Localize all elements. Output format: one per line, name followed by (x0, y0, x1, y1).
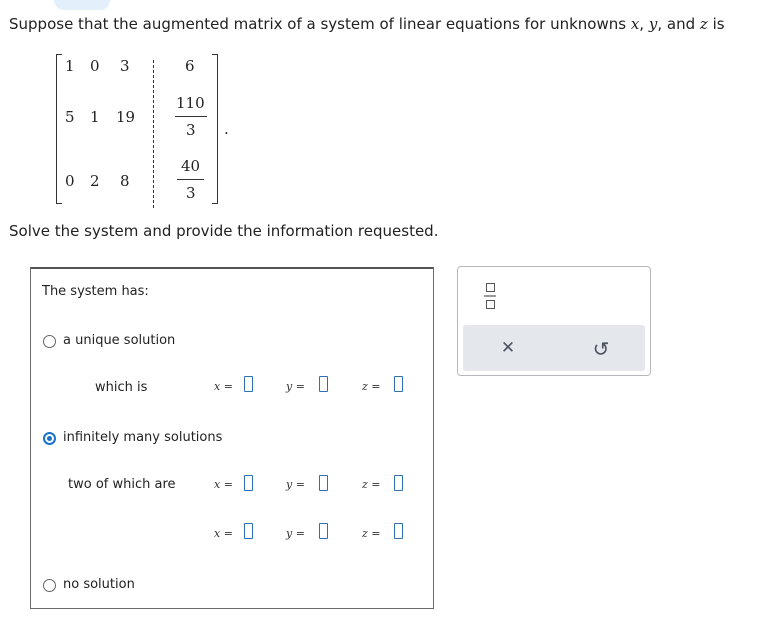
option-unique-label[interactable]: a unique solution (63, 333, 176, 348)
var-y: y (648, 15, 658, 33)
undo-icon[interactable]: ↺ (592, 337, 610, 361)
label-y: y = (286, 380, 305, 393)
solution2-x-input[interactable] (244, 523, 253, 539)
matrix-cell: 0 (90, 57, 100, 75)
label-x: x = (214, 478, 233, 491)
label-z: z = (362, 380, 381, 393)
var-x: x (630, 15, 640, 33)
solution2-y-input[interactable] (319, 523, 328, 539)
fraction-icon[interactable] (483, 280, 497, 312)
question-text (9, 15, 725, 33)
infinite-prompt: two of which are (68, 477, 176, 492)
solution1-z-input[interactable] (394, 475, 403, 491)
matrix-cell: 2 (90, 172, 100, 190)
solution1-y-input[interactable] (319, 475, 328, 491)
comma: , (639, 15, 645, 33)
solution1-x-input[interactable] (244, 475, 253, 491)
matrix-rhs-numerator: 40 (181, 157, 201, 175)
option-none-label[interactable]: no solution (63, 577, 135, 592)
matrix-period: . (224, 120, 229, 138)
question-suffix: is (712, 15, 725, 33)
answer-header: The system has: (42, 284, 149, 299)
label-z: z = (362, 527, 381, 540)
matrix-rhs-numerator: 110 (176, 94, 205, 112)
matrix-cell: 0 (65, 172, 75, 190)
unique-prompt: which is (95, 380, 148, 395)
matrix-cell: 1 (65, 57, 75, 75)
close-icon[interactable]: ✕ (500, 338, 516, 358)
unique-z-input[interactable] (394, 376, 403, 392)
fraction-bar (177, 179, 204, 180)
matrix-cell: 1 (90, 108, 100, 126)
radio-no-solution[interactable] (43, 579, 56, 592)
question-prefix: Suppose that the augmented matrix of a system of linear equations for unknowns (9, 15, 627, 33)
label-y: y = (286, 478, 305, 491)
label-x: x = (214, 527, 233, 540)
matrix-cell: 3 (120, 57, 130, 75)
unique-y-input[interactable] (319, 376, 328, 392)
label-z: z = (362, 478, 381, 491)
label-y: y = (286, 527, 305, 540)
var-z: z (699, 15, 708, 33)
matrix-rhs: 6 (185, 57, 195, 75)
matrix-cell: 19 (116, 108, 136, 126)
instruction-text: Solve the system and provide the information requested. (9, 222, 439, 240)
matrix-rhs-denominator: 3 (186, 184, 196, 202)
unique-x-input[interactable] (244, 376, 253, 392)
matrix-cell: 8 (120, 172, 130, 190)
option-infinite-label[interactable]: infinitely many solutions (63, 430, 223, 445)
top-tab-hint (54, 0, 110, 10)
solution2-z-input[interactable] (394, 523, 403, 539)
radio-infinite-solutions[interactable] (43, 432, 56, 445)
tool-action-bar (463, 325, 645, 371)
radio-unique-solution[interactable] (43, 335, 56, 348)
matrix-cell: 5 (65, 108, 75, 126)
fraction-bar (175, 116, 207, 117)
matrix-rhs-denominator: 3 (186, 121, 196, 139)
right-bracket (212, 54, 218, 204)
augment-separator (153, 60, 154, 208)
and-text: , and (657, 15, 696, 33)
left-bracket (56, 54, 62, 204)
label-x: x = (214, 380, 233, 393)
